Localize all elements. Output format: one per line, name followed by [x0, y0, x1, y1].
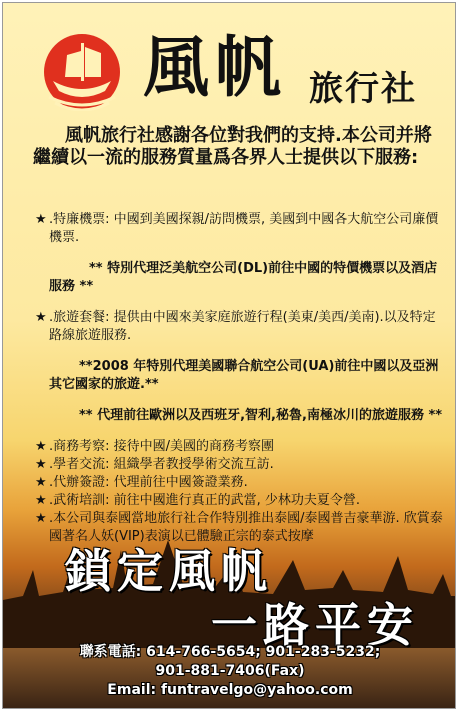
star-icon: ★	[35, 457, 47, 472]
brand-subtitle: 旅行社	[309, 69, 417, 109]
brand-name: 風帆	[143, 28, 287, 106]
service-text: .商務考察: 接待中國/美國的商務考察團	[49, 439, 275, 454]
service-text: .旅遊套餐: 提供由中國來美家庭旅遊行程(美東/美西/美南).以及特定路線旅遊服務.	[49, 310, 436, 343]
slogan-line-1: 鎖定風帆	[65, 544, 273, 598]
service-text: .本公司與泰國當地旅行社合作特別推出泰國/泰國普吉豪華游. 欣賞泰國著名人妖(VIP)表演以已體驗正宗的泰式按摩	[49, 511, 443, 544]
contact-info	[3, 643, 456, 700]
service-text: .學者交流: 組織學者教授學術交流互訪.	[49, 457, 274, 472]
star-icon: ★	[35, 439, 47, 454]
service-note: **2008 年特別代理美國聯合航空公司(UA)前往中國以及亞洲其它國家的旅遊.**	[49, 359, 439, 392]
fax-line: 901-881-7406(Fax)	[155, 663, 305, 679]
intro-text: 風帆旅行社感謝各位對我們的支持.本公司并將繼續以一流的服務質量爲各界人士提供以下服務:	[33, 125, 432, 168]
service-note: ** 特別代理泛美航空公司(DL)前往中國的特價機票以及酒店服務 **	[49, 261, 438, 294]
service-text: .武術培訓: 前往中國進行真正的武當, 少林功夫夏令營.	[49, 493, 361, 508]
service-item	[35, 309, 447, 345]
service-item	[35, 492, 447, 510]
slogan-line-2: 一路平安	[211, 598, 419, 652]
phone-line: 聯系電話: 614-766-5654; 901-283-5232;	[79, 644, 381, 660]
service-item	[35, 474, 447, 492]
service-text: .代辦簽證: 代理前往中國簽證業務.	[49, 475, 248, 490]
sailing-ship-logo-icon	[39, 33, 125, 111]
star-icon: ★	[35, 310, 47, 325]
star-icon: ★	[35, 212, 47, 227]
star-icon: ★	[35, 475, 47, 490]
service-item	[35, 211, 447, 247]
star-icon: ★	[35, 493, 47, 508]
service-text: .特廉機票: 中國到美國探親/訪問機票, 美國到中國各大航空公司廉價機票.	[49, 212, 439, 245]
services-list	[35, 211, 447, 546]
star-icon: ★	[35, 511, 47, 526]
email-line: Email: funtravelgo@yahoo.com	[107, 682, 353, 698]
service-item	[35, 438, 447, 456]
advertisement	[2, 2, 456, 709]
service-note: ** 代理前往歐洲以及西班牙,智利,秘魯,南極冰川的旅遊服務 **	[79, 408, 443, 423]
service-item	[35, 456, 447, 474]
